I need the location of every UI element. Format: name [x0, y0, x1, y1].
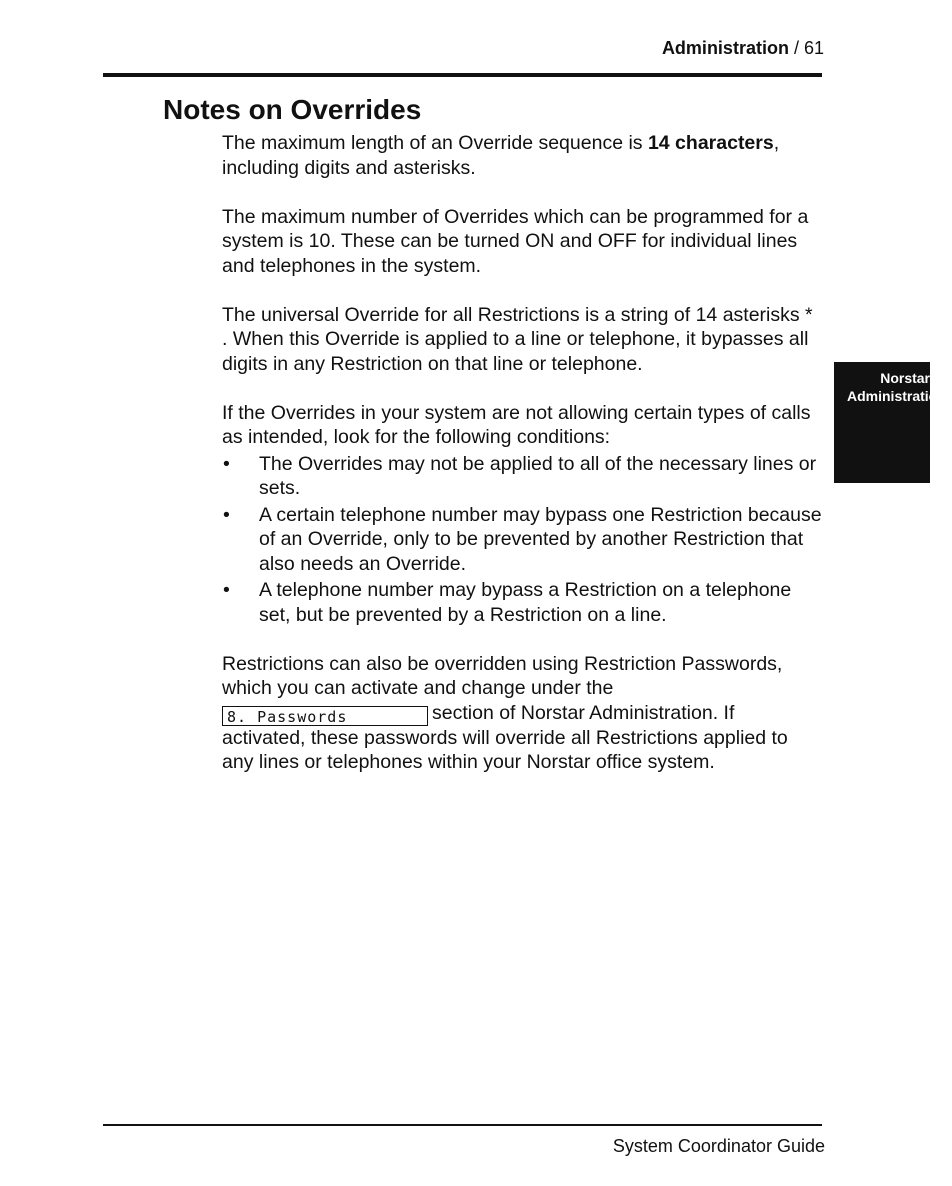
paragraph-text: The maximum length of an Override sequence is [222, 132, 648, 154]
paragraph-text: , including digits and asterisks. [222, 132, 780, 179]
list-item [222, 503, 822, 577]
paragraph-conditions-intro: If the Overrides in your system are not allowing certain types of calls as intended, look for the following conditions: [222, 401, 811, 448]
page-title: Notes on Overrides [163, 94, 422, 125]
conditions-list [222, 452, 822, 628]
passwords-display: 8. Passwords [222, 706, 428, 726]
section-tab [834, 362, 946, 483]
tab-label-administration: Administration [847, 388, 946, 404]
list-item-text: A telephone number may bypass a Restriction on a telephone set, but be prevented by a Restriction on a line. [259, 579, 792, 626]
paragraph-universal-override: The universal Override for all Restrictions is a string of 14 asterisks * . When this Override is applied to a line or telephone, it bypasses all digits in any Restriction on that line or telephone. [222, 303, 813, 375]
header-separator: / [788, 38, 804, 58]
bullet-marker: • [223, 579, 230, 601]
header-rule [103, 73, 822, 77]
footer-rule [103, 1124, 822, 1126]
paragraph-max-length [222, 131, 822, 180]
list-item-text: The Overrides may not be applied to all of the necessary lines or sets. [259, 452, 817, 499]
running-footer: System Coordinator Guide [612, 1136, 825, 1156]
list-item [222, 452, 822, 501]
paragraph-passwords [222, 652, 822, 775]
body-text [222, 131, 822, 799]
header-section-title: Administration [661, 38, 789, 58]
running-header [662, 38, 824, 59]
page-number: 61 [803, 38, 824, 58]
list-item-text: A certain telephone number may bypass one Restriction because of an Override, only to be prevented by another Restriction that also needs an Override. [259, 503, 822, 575]
bullet-marker: • [223, 452, 230, 475]
paragraph-text: section of Norstar Administration. If activated, these passwords will override all Restrictions applied to any lines or telephones within your Norstar office system. [222, 701, 788, 773]
tab-label-norstar: Norstar [880, 370, 930, 386]
list-item [222, 578, 822, 627]
paragraph-max-number: The maximum number of Overrides which can be programmed for a system is 10. These can be turned ON and OFF for individual lines and telephones in the system. [222, 205, 809, 277]
paragraph-text: Restrictions can also be overridden using Restriction Passwords, which you can activate and change under the [222, 652, 783, 699]
max-length-value: 14 characters [647, 132, 774, 154]
bullet-marker: • [223, 503, 230, 526]
